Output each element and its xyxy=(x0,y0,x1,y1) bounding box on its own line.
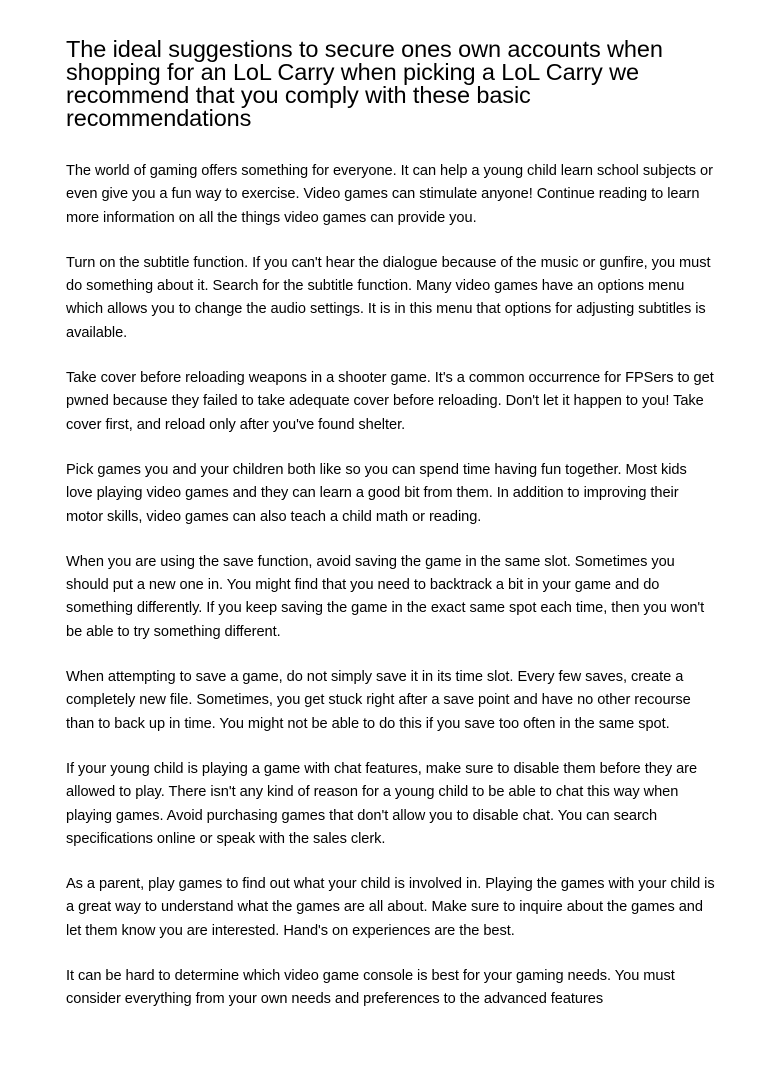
document-body xyxy=(66,160,716,1012)
paragraph: Turn on the subtitle function. If you can't hear the dialogue because of the music or gunfire, you must do something about it. Search for the subtitle function. Many video games have an options menu which allows you to change the audio settings. It is in this menu that options for adjusting subtitles is available. xyxy=(66,254,711,341)
paragraph: Pick games you and your children both like so you can spend time having fun together. Most kids love playing video games and they can learn a good bit from them. In addition to improving their motor skills, video games can also teach a child math or reading. xyxy=(66,461,687,525)
paragraph: It can be hard to determine which video game console is best for your gaming needs. You must consider everything from your own needs and preferences to the advanced features xyxy=(66,968,675,1008)
document-title: The ideal suggestions to secure ones own accounts when shopping for an LoL Carry when picking a LoL Carry we recommend that you comply with these basic recommendations xyxy=(66,36,663,131)
document-page xyxy=(66,38,716,1034)
paragraph: Take cover before reloading weapons in a shooter game. It's a common occurrence for FPSers to get pwned because they failed to take adequate cover before reloading. Don't let it happen to you! Take cover first, and reload only after you've found shelter. xyxy=(66,370,714,433)
paragraph: If your young child is playing a game with chat features, make sure to disable them before they are allowed to play. There isn't any kind of reason for a young child to be able to chat this way when playing games. Avoid purchasing games that don't allow you to disable chat. You can search specifications online or speak with the sales clerk. xyxy=(66,760,698,847)
paragraph: The world of gaming offers something for everyone. It can help a young child learn school subjects or even give you a fun way to exercise. Video games can stimulate anyone! Continue reading to learn more information on all the things video games can provide you. xyxy=(66,163,713,226)
paragraph: As a parent, play games to find out what your child is involved in. Playing the games with your child is a great way to understand what the games are all about. Make sure to inquire about the games and let them know you are interested. Hand's on experiences are the best. xyxy=(66,876,715,939)
paragraph: When you are using the save function, avoid saving the game in the same slot. Sometimes you should put a new one in. You might find that you need to backtrack a bit in your game and do something differently. If you keep saving the game in the exact same spot each time, then you won't be able to try something different. xyxy=(66,553,705,640)
paragraph: When attempting to save a game, do not simply save it in its time slot. Every few saves, create a completely new file. Sometimes, you get stuck right after a save point and have no other recourse than to back up in time. You might not be able to do this if you save too often in the same spot. xyxy=(66,669,691,732)
